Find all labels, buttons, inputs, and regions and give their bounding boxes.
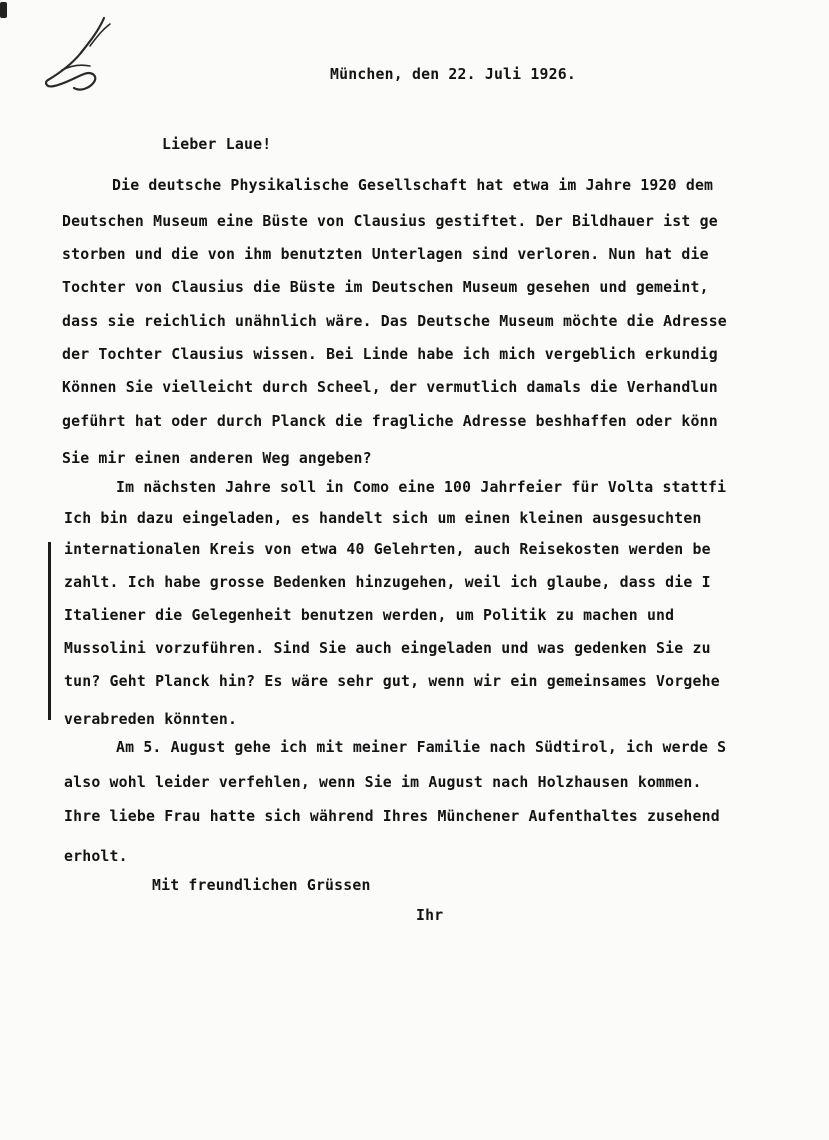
body-line: Am 5. August gehe ich mit meiner Familie nach Südtirol, ich werde S xyxy=(116,739,727,756)
body-line: erholt. xyxy=(64,848,128,865)
body-line: Sie mir einen anderen Weg angeben? xyxy=(62,450,372,467)
body-line: verabreden könnten. xyxy=(64,711,238,728)
body-line: Ich bin dazu eingeladen, es handelt sich um einen kleinen ausgesuchten xyxy=(64,510,702,527)
body-line: also wohl leider verfehlen, wenn Sie im August nach Holzhausen kommen. xyxy=(64,774,702,791)
body-line: dass sie reichlich unähnlich wäre. Das Deutsche Museum möchte die Adresse xyxy=(62,313,727,330)
body-line: Ihre liebe Frau hatte sich während Ihres Münchener Aufenthaltes zusehend xyxy=(64,808,720,825)
body-line: Italiener die Gelegenheit benutzen werden, um Politik zu machen und xyxy=(64,607,675,624)
body-line: internationalen Kreis von etwa 40 Gelehrten, auch Reisekosten werden be xyxy=(64,541,711,558)
body-line: Die deutsche Physikalische Gesellschaft hat etwa im Jahre 1920 dem xyxy=(112,177,714,194)
handwritten-scrawl xyxy=(40,14,118,94)
body-line: zahlt. Ich habe grosse Bedenken hinzugehen, weil ich glaube, dass die I xyxy=(64,574,711,591)
date-line: München, den 22. Juli 1926. xyxy=(330,66,576,83)
body-line: Können Sie vielleicht durch Scheel, der vermutlich damals die Verhandlun xyxy=(62,379,718,396)
body-line: Tochter von Clausius die Büste im Deutschen Museum gesehen und gemeint, xyxy=(62,279,709,296)
body-line: tun? Geht Planck hin? Es wäre sehr gut, wenn wir ein gemeinsames Vorgehe xyxy=(64,673,720,690)
body-line: Im nächsten Jahre soll in Como eine 100 Jahrfeier für Volta stattfi xyxy=(116,479,727,496)
body-line: Mussolini vorzuführen. Sind Sie auch eingeladen und was gedenken Sie zu xyxy=(64,640,711,657)
body-line: Deutschen Museum eine Büste von Clausius gestiftet. Der Bildhauer ist ge xyxy=(62,213,718,230)
ink-speck xyxy=(0,2,7,18)
body-line: storben und die von ihm benutzten Unterlagen sind verloren. Nun hat die xyxy=(62,246,709,263)
salutation: Lieber Laue! xyxy=(162,136,272,153)
closing: Mit freundlichen Grüssen xyxy=(152,877,371,894)
body-line: der Tochter Clausius wissen. Bei Linde habe ich mich vergeblich erkundig xyxy=(62,346,718,363)
signature: Ihr xyxy=(416,907,444,924)
margin-mark xyxy=(48,542,51,720)
body-line: geführt hat oder durch Planck die fragliche Adresse beshhaffen oder könn xyxy=(62,413,718,430)
